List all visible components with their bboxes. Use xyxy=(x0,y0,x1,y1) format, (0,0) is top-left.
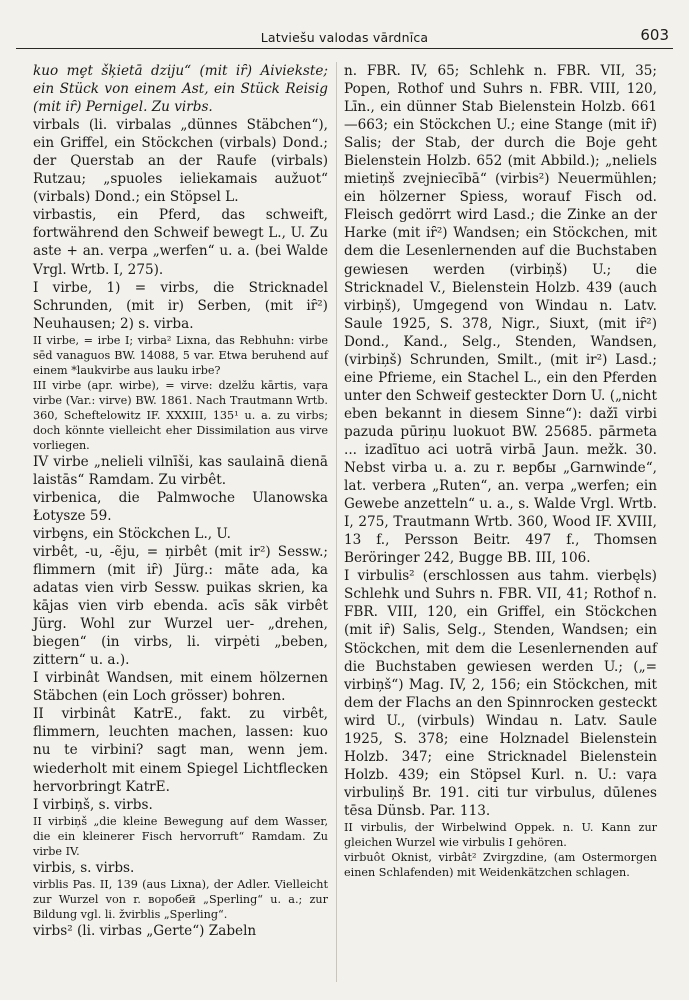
entry-virbis: virbis, s. virbs. xyxy=(33,859,135,876)
entry-virblis: virblis Pas. II, 139 (aus Lixna), der Adler. Vielleicht zur Wurzel von r. воробей „Sperling“ u. a.; zur Bildung vgl. li. žvirblis „Sperling“. xyxy=(33,877,328,921)
entry-virbenica: virbenica, die Palmwoche Ulanowska Łotysze 59. xyxy=(33,489,328,524)
entry-virbe-1: I virbe, 1) = virbs, die Stricknadel Schrunden, (mit ir) Serben, (mit iȓ²) Neuhausen; 2) s. virba. xyxy=(33,279,328,332)
entry-virbe-2: II virbe, = irbe I; virba² Lixna, das Rebhuhn: virbe sēd vanaguos BW. 14088, 5 var. Etwa beruhend auf einem *laukvirbe aus lauku irbe? xyxy=(33,333,328,377)
entry-virbinat-2: II virbinât KatrE., fakt. zu virbêt, flimmern, leuchten machen, lassen: kuo nu te virbini? sagt man, wenn jem. wiederholt mit einem Spiegel Lichtflecken hervorbringt KatrE. xyxy=(33,706,328,795)
entry-virbs-continued: n. FBR. IV, 65; Schlehk n. FBR. VII, 35; Popen, Rothof und Suhrs n. FBR. VIII, 120, Līn., ein dünner Stab Bielenstein Holzb. 661—663; ein Stöckchen U.; eine Stange (mit iȓ) Salis; der Stab, der durch die Boje geht Bielenstein Holzb. 652 (mit Abbild.); „neliels mietiņš zvejniecībā“ (virbis²) Neuermühlen; ein hölzerner Spiess, worauf Fisch od. Fleisch gedörrt wird Lasd.; die Zinke an der Harke (mit iȓ²) Wandsen; ein Stöckchen, mit dem die Lesenlernenden auf die Buchstaben gewiesen werden (virbiņš) U.; die Stricknadel V., Bielenstein Holzb. 439 (auch virbiņš), Umgegend von Windau n. Latv. Saule 1925, S. 378, Nigr., Siuxt, (mit iȓ²) Dond., Kand., Selg., Stenden, Wandsen, (virbiņš) Schrunden, Smilt., (mit ir²) Lasd.; eine Pfrieme, ein Stachel L., ein den Pferden unter den Schweif gesteckter Dorn U. („nicht eben bekannt in diesem Sinne“): dažī virbi pazuda pūriņu luokuot BW. 25685. pārmeta ... izadītuo aci uotrā virbā Jaun. mežk. 30. Nebst virba u. a. zu r. вербы „Garnwinde“, lat. verbera „Ruten“, an. verpa „werfen; ein Gewebe anzetteln“ u. a., s. Walde Vrgl. Wrtb. I, 275, Trautmann Wrtb. 360, Wood IF. XVIII, 13 f., Persson Beitr. 497 f., Thomsen Beröringer 242, Bugge BB. III, 106. xyxy=(344,63,657,567)
entry-virbens: virbȩns, ein Stöckchen L., U. xyxy=(33,525,231,542)
right-column xyxy=(344,62,657,880)
entry-virbet: virbêt, -u, -ẽju, = ņirbêt (mit ir²) Sessw.; flimmern (mit iȓ) Jürg.: māte ada, ka adatas vien virb Sessw. puikas skrien, ka kājas vien virb ebenda. acīs sāk virbêt Jürg. Wohl zur Wurzel uer- „drehen, biegen“ (in virbs, li. virpėti „beben, zittern“ u. a.). xyxy=(33,543,328,669)
entry-virbe-4: IV virbe „nelieli vilnīši, kas saulainā dienā laistās“ Ramdam. Zu virbêt. xyxy=(33,453,328,488)
entry-virbastis: virbastis, ein Pferd, das schweift, fortwährend den Schweif bewegt L., U. Zu aste + an. verpa „werfen“ u. a. (bei Walde Vrgl. Wrtb. I, 275). xyxy=(33,207,328,278)
entry-virbulis-1: I virbulis² (erschlossen aus tahm. vierbęls) Schlehk und Suhrs n. FBR. VII, 41; Rothof n. FBR. VIII, 120, ein Griffel, ein Stöckchen (mit iȓ) Salis, Selg., Stenden, Wandsen; ein Stöckchen, mit dem die Lesenlernenden auf die Buchstaben gewiesen werden U.; („= virbiņš“) Mag. IV, 2, 156; ein Stöckchen, mit dem der Flachs an den Spinnrocken gesteckt wird U., (virbuls) Windau n. Latv. Saule 1925, S. 378; eine Holznadel Bielenstein Holzb. 347; eine Stricknadel Bielenstein Holzb. 439; ein Stöpsel Kurl. n. U.: vaŗa virbuliņš Br. 191. citi tur virbulus, dūlenes tēsa Dünsb. Par. 113. xyxy=(344,568,657,819)
entry-virbins-1: I virbiņš, s. virbs. xyxy=(33,796,153,813)
left-column xyxy=(33,62,328,940)
page-header xyxy=(16,26,673,50)
column-divider xyxy=(336,62,337,982)
page-number: 603 xyxy=(640,26,669,44)
entry-virbuot: virbuôt Oknist, virbât² Zvirgzdine, (am Ostermorgen einen Schlafenden) mit Weidenkätzchen schlagen. xyxy=(344,850,657,879)
entry-virbulis-2: II virbulis, der Wirbelwind Oppek. n. U. Kann zur gleichen Wurzel wie virbulis I gehören. xyxy=(344,820,657,849)
header-rule xyxy=(16,48,673,49)
entry-virbinat-1: I virbinât Wandsen, mit einem hölzernen Stäbchen (ein Loch grösser) bohren. xyxy=(33,670,328,705)
entry-continuation: kuo mȩt šķietā dziju“ (mit iȓ) Aiviekste; ein Stück von einem Ast, ein Stück Reisig (mit iȓ) Pernigel. Zu virbs. xyxy=(33,63,328,116)
entry-virbins-2: II virbiņš „die kleine Bewegung auf dem Wasser, die ein kleinerer Fisch hervorruft“ Ramdam. Zu virbe IV. xyxy=(33,814,328,858)
entry-virbals: virbals (li. virbalas „dünnes Stäbchen“), ein Griffel, ein Stöckchen (virbals) Dond.; der Querstab an der Raufe (virbals) Rutzau; „spuoles ieliekamais aužuot“ (virbals) Dond.; ein Stöpsel L. xyxy=(33,117,328,206)
running-title: Latviešu valodas vārdnīca xyxy=(260,30,429,45)
entry-virbe-3: III virbe (apr. wirbe), = virve: dzelžu kārtis, vaŗa virbe (Var.: virve) BW. 1861. Nach Trautmann Wrtb. 360, Scheftelowitz IF. XXXIII, 135¹ u. a. zu virbs; doch könnte vielleicht eher Dissimilation aus virve vorliegen. xyxy=(33,378,328,452)
entry-virbs: virbs² (li. virbas „Gerte“) Zabeln xyxy=(33,922,257,939)
